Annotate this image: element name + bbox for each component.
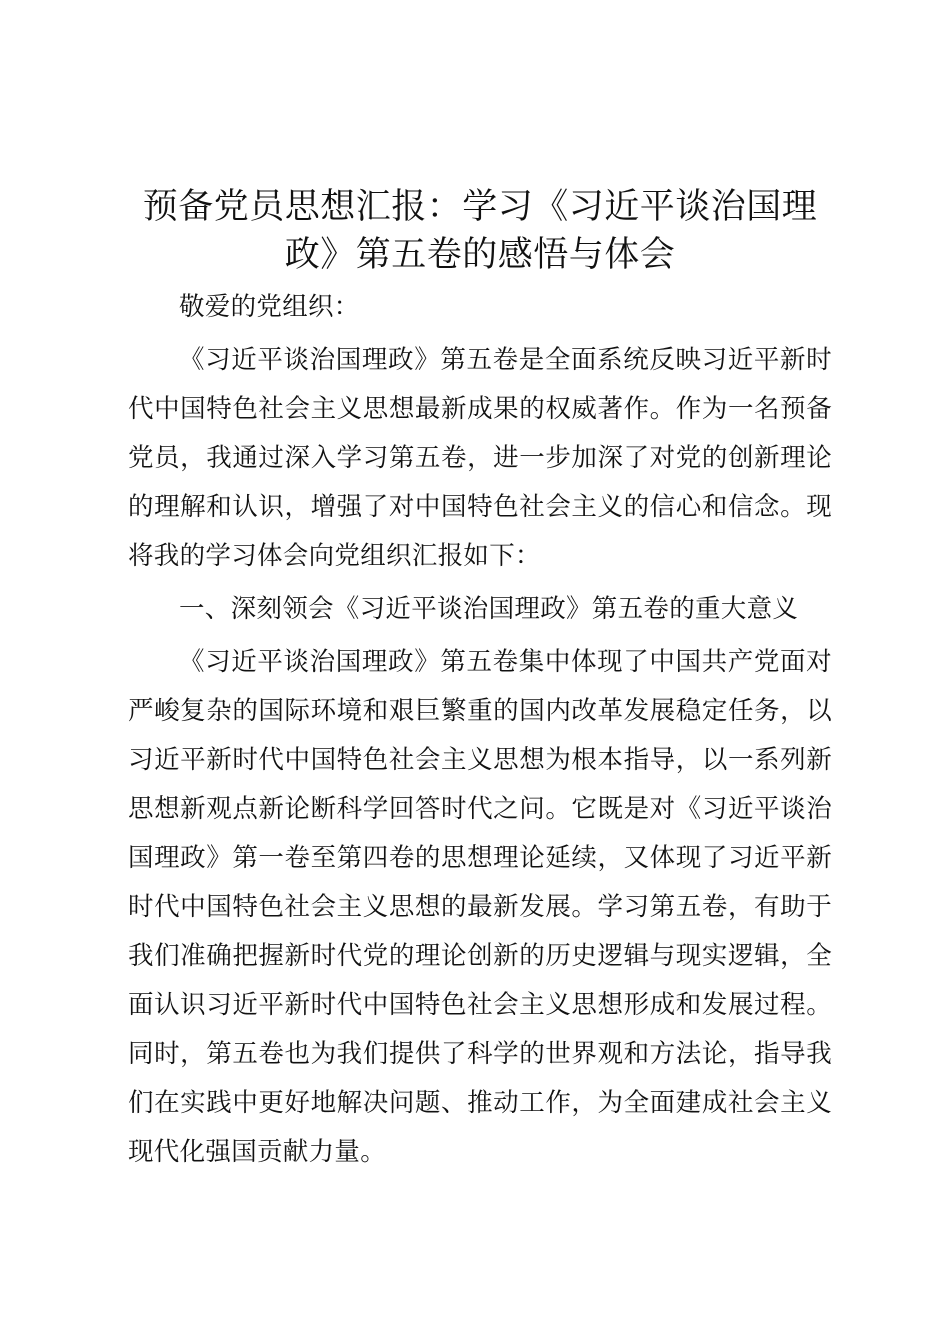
intro-paragraph: 《习近平谈治国理政》第五卷是全面系统反映习近平新时代中国特色社会主义思想最新成果的权威著作。作为一名预备党员，我通过深入学习第五卷，进一步加深了对党的创新理论的理解和认识，增强了对中国特色社会主义的信心和信念。现将我的学习体会向党组织汇报如下： bbox=[128, 345, 832, 571]
title-line-1: 预备党员思想汇报：学习《习近平谈治国理 bbox=[142, 187, 818, 227]
document-page bbox=[128, 183, 832, 1177]
salutation: 敬爱的党组织： bbox=[179, 292, 360, 322]
body-paragraph-1: 《习近平谈治国理政》第五卷集中体现了中国共产党面对严峻复杂的国际环境和艰巨繁重的国内改革发展稳定任务，以习近平新时代中国特色社会主义思想为根本指导，以一系列新思想新观点新论断科学回答时代之问。它既是对《习近平谈治国理政》第一卷至第四卷的思想理论延续，又体现了习近平新时代中国特色社会主义思想的最新发展。学习第五卷，有助于我们准确把握新时代党的理论创新的历史逻辑与现实逻辑，全面认识习近平新时代中国特色社会主义思想形成和发展过程。同时，第五卷也为我们提供了科学的世界观和方法论，指导我们在实践中更好地解决问题、推动工作，为全面建成社会主义现代化强国贡献力量。 bbox=[128, 647, 832, 1167]
section-heading-1: 一、深刻领会《习近平谈治国理政》第五卷的重大意义 bbox=[179, 594, 799, 624]
title-line-2: 政》第五卷的感悟与体会 bbox=[284, 235, 676, 275]
document-title bbox=[128, 183, 832, 279]
